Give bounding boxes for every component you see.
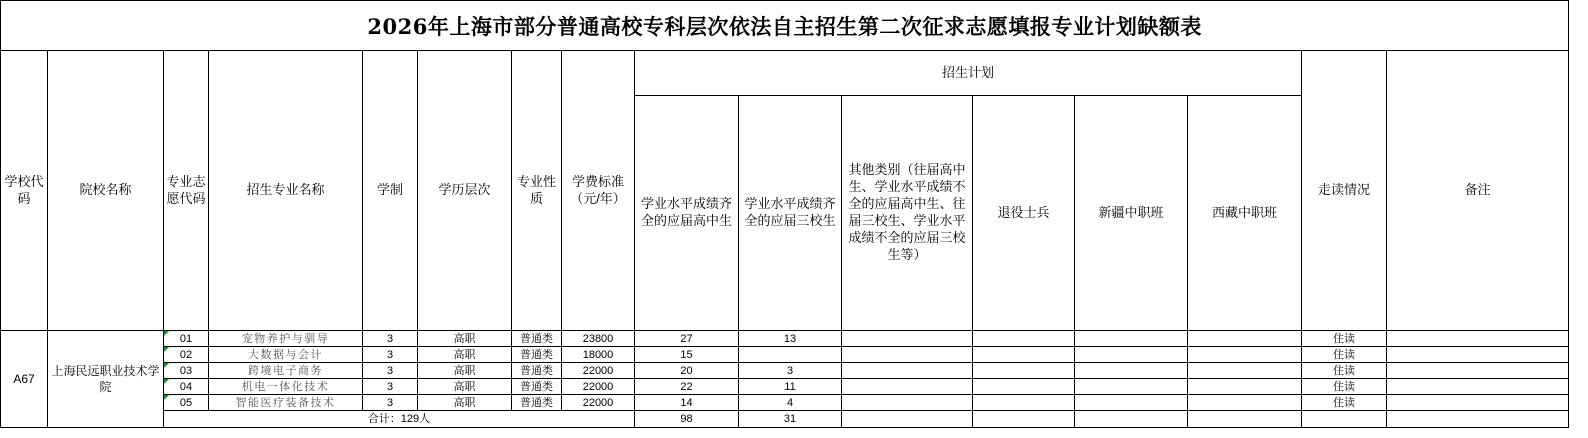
total-note-cell[interactable] <box>1387 411 1569 428</box>
header-school-code[interactable]: 学校代码 <box>1 51 48 331</box>
table-row <box>1 379 1569 395</box>
header-note[interactable]: 备注 <box>1387 51 1569 331</box>
major-code-cell[interactable]: 05 <box>164 395 209 411</box>
plan-other-cell[interactable] <box>842 395 973 411</box>
study-mode-cell[interactable]: 住读 <box>1302 379 1387 395</box>
fee-cell[interactable]: 23800 <box>562 331 635 347</box>
plan-xinjiang-cell[interactable] <box>1075 347 1188 363</box>
total-label-cell[interactable]: 合计：129人 <box>164 411 635 428</box>
plan-three-schools-cell[interactable] <box>739 347 842 363</box>
title-row <box>1 1 1569 51</box>
duration-cell[interactable]: 3 <box>363 379 418 395</box>
total-xinjiang-cell[interactable] <box>1075 411 1188 428</box>
plan-three-schools-cell[interactable]: 13 <box>739 331 842 347</box>
plan-highschool-cell[interactable]: 14 <box>635 395 739 411</box>
total-veteran-cell[interactable] <box>973 411 1075 428</box>
plan-highschool-cell[interactable]: 15 <box>635 347 739 363</box>
total-tibet-cell[interactable] <box>1188 411 1302 428</box>
plan-veteran-cell[interactable] <box>973 331 1075 347</box>
header-plan-tibet[interactable]: 西藏中职班 <box>1188 96 1302 331</box>
plan-xinjiang-cell[interactable] <box>1075 331 1188 347</box>
note-cell[interactable] <box>1387 331 1569 347</box>
header-plan-veteran[interactable]: 退役士兵 <box>973 96 1075 331</box>
nature-cell[interactable]: 普通类 <box>512 395 562 411</box>
table-row <box>1 331 1569 347</box>
header-fee[interactable]: 学费标准（元/年） <box>562 51 635 331</box>
duration-cell[interactable]: 3 <box>363 347 418 363</box>
major-code-cell[interactable]: 03 <box>164 363 209 379</box>
plan-veteran-cell[interactable] <box>973 379 1075 395</box>
total-other-cell[interactable] <box>842 411 973 428</box>
major-name-cell[interactable]: 智能医疗装备技术 <box>209 395 363 411</box>
level-cell[interactable]: 高职 <box>418 331 512 347</box>
total-highschool-cell[interactable]: 98 <box>635 411 739 428</box>
header-level[interactable]: 学历层次 <box>418 51 512 331</box>
header-nature[interactable]: 专业性质 <box>512 51 562 331</box>
note-cell[interactable] <box>1387 347 1569 363</box>
school-name-cell[interactable]: 上海民远职业技术学院 <box>48 331 164 428</box>
duration-cell[interactable]: 3 <box>363 363 418 379</box>
plan-tibet-cell[interactable] <box>1188 331 1302 347</box>
level-cell[interactable]: 高职 <box>418 379 512 395</box>
header-plan-xinjiang[interactable]: 新疆中职班 <box>1075 96 1188 331</box>
plan-veteran-cell[interactable] <box>973 347 1075 363</box>
plan-other-cell[interactable] <box>842 363 973 379</box>
study-mode-cell[interactable]: 住读 <box>1302 331 1387 347</box>
header-enrollment-plan[interactable]: 招生计划 <box>635 51 1302 96</box>
plan-highschool-cell[interactable]: 20 <box>635 363 739 379</box>
header-study-mode[interactable]: 走读情况 <box>1302 51 1387 331</box>
table-row <box>1 395 1569 411</box>
study-mode-cell[interactable]: 住读 <box>1302 395 1387 411</box>
major-name-cell[interactable]: 大数据与会计 <box>209 347 363 363</box>
table-row <box>1 347 1569 363</box>
major-code-cell[interactable]: 04 <box>164 379 209 395</box>
study-mode-cell[interactable]: 住读 <box>1302 363 1387 379</box>
plan-other-cell[interactable] <box>842 331 973 347</box>
plan-tibet-cell[interactable] <box>1188 363 1302 379</box>
level-cell[interactable]: 高职 <box>418 395 512 411</box>
plan-veteran-cell[interactable] <box>973 363 1075 379</box>
header-duration[interactable]: 学制 <box>363 51 418 331</box>
fee-cell[interactable]: 18000 <box>562 347 635 363</box>
plan-xinjiang-cell[interactable] <box>1075 395 1188 411</box>
major-name-cell[interactable]: 宠物养护与驯导 <box>209 331 363 347</box>
plan-tibet-cell[interactable] <box>1188 379 1302 395</box>
level-cell[interactable]: 高职 <box>418 363 512 379</box>
plan-highschool-cell[interactable]: 27 <box>635 331 739 347</box>
header-plan-other[interactable]: 其他类别（往届高中生、学业水平成绩不全的应届高中生、往届三校生、学业水平成绩不全的应届三校生等） <box>842 96 973 331</box>
total-study-mode-cell[interactable] <box>1302 411 1387 428</box>
sheet-title[interactable]: 2026年上海市部分普通高校专科层次依法自主招生第二次征求志愿填报专业计划缺额表 <box>1 1 1569 51</box>
fee-cell[interactable]: 22000 <box>562 395 635 411</box>
total-row <box>1 411 1569 428</box>
plan-tibet-cell[interactable] <box>1188 347 1302 363</box>
plan-xinjiang-cell[interactable] <box>1075 363 1188 379</box>
plan-other-cell[interactable] <box>842 379 973 395</box>
plan-other-cell[interactable] <box>842 347 973 363</box>
header-school-name[interactable]: 院校名称 <box>48 51 164 331</box>
plan-three-schools-cell[interactable]: 3 <box>739 363 842 379</box>
major-code-cell[interactable]: 02 <box>164 347 209 363</box>
duration-cell[interactable]: 3 <box>363 395 418 411</box>
major-code-cell[interactable]: 01 <box>164 331 209 347</box>
plan-highschool-cell[interactable]: 22 <box>635 379 739 395</box>
note-cell[interactable] <box>1387 379 1569 395</box>
header-plan-three-schools[interactable]: 学业水平成绩齐全的应届三校生 <box>739 96 842 331</box>
duration-cell[interactable]: 3 <box>363 331 418 347</box>
total-three-schools-cell[interactable]: 31 <box>739 411 842 428</box>
header-plan-highschool[interactable]: 学业水平成绩齐全的应届高中生 <box>635 96 739 331</box>
nature-cell[interactable]: 普通类 <box>512 379 562 395</box>
nature-cell[interactable]: 普通类 <box>512 331 562 347</box>
header-major-name[interactable]: 招生专业名称 <box>209 51 363 331</box>
nature-cell[interactable]: 普通类 <box>512 363 562 379</box>
table-row <box>1 363 1569 379</box>
plan-xinjiang-cell[interactable] <box>1075 379 1188 395</box>
plan-three-schools-cell[interactable]: 4 <box>739 395 842 411</box>
study-mode-cell[interactable]: 住读 <box>1302 347 1387 363</box>
note-cell[interactable] <box>1387 363 1569 379</box>
major-name-cell[interactable]: 机电一体化技术 <box>209 379 363 395</box>
fee-cell[interactable]: 22000 <box>562 379 635 395</box>
plan-three-schools-cell[interactable]: 11 <box>739 379 842 395</box>
header-row-1 <box>1 51 1569 96</box>
major-name-cell[interactable]: 跨境电子商务 <box>209 363 363 379</box>
header-major-code[interactable]: 专业志愿代码 <box>164 51 209 331</box>
note-cell[interactable] <box>1387 395 1569 411</box>
level-cell[interactable]: 高职 <box>418 347 512 363</box>
nature-cell[interactable]: 普通类 <box>512 347 562 363</box>
fee-cell[interactable]: 22000 <box>562 363 635 379</box>
plan-veteran-cell[interactable] <box>973 395 1075 411</box>
plan-tibet-cell[interactable] <box>1188 395 1302 411</box>
school-code-cell[interactable]: A67 <box>1 331 48 428</box>
